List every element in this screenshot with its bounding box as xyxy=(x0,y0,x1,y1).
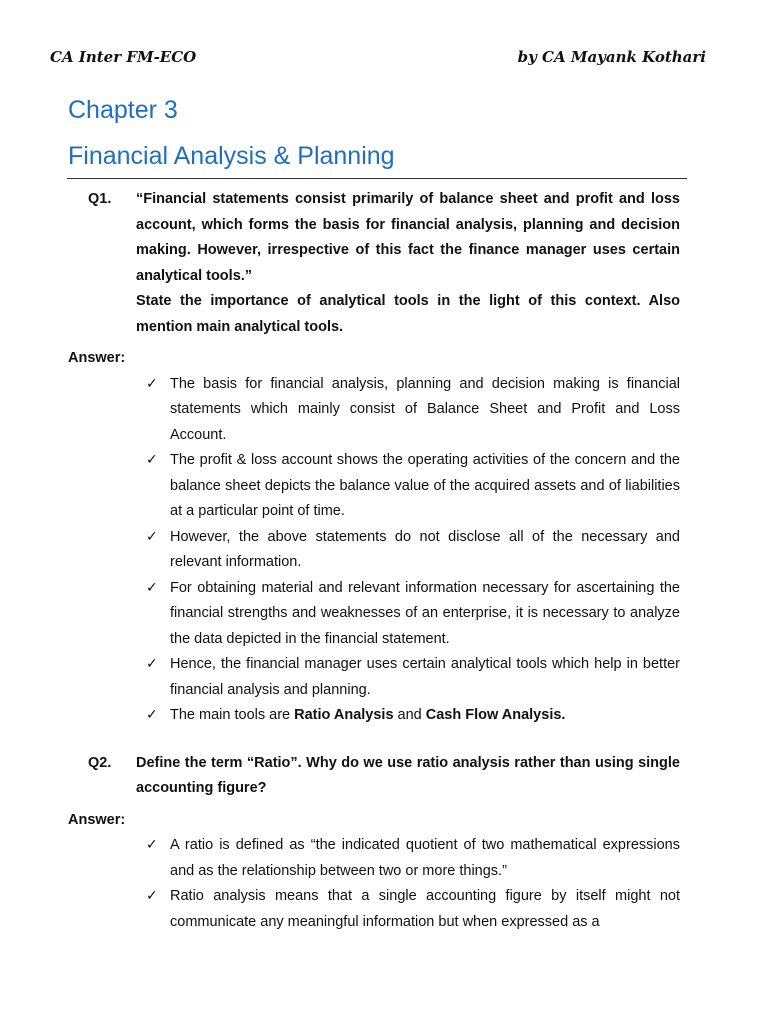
question-paragraph: State the importance of analytical tools in the light of this context. Also mention main analytical tools. xyxy=(136,293,680,335)
answer-label: Answer: xyxy=(68,811,126,828)
question-text xyxy=(136,751,680,802)
tool-ratio-analysis: Ratio Analysis xyxy=(294,707,394,723)
list-item-text: A ratio is defined as “the indicated quotient of two mathematical expressions and as the relationship between two or more things.” xyxy=(170,837,680,879)
document-body xyxy=(68,187,680,935)
checkmark-icon: ✓ xyxy=(146,375,158,392)
header-author: by CA Mayank Kothari xyxy=(517,48,706,66)
question-1 xyxy=(68,187,680,340)
list-item-text: The basis for financial analysis, planning and decision making is financial statements which mainly consist of Balance Sheet and Profit and Loss Account. xyxy=(170,375,680,443)
checkmark-icon: ✓ xyxy=(146,528,158,545)
checkmark-icon: ✓ xyxy=(146,707,158,723)
list-item-text: For obtaining material and relevant information necessary for ascertaining the financial strengths and weaknesses of an enterprise, it is necessary to analyze the data depicted in the financial statement. xyxy=(170,579,680,647)
question-2 xyxy=(68,751,680,802)
list-item-text: The main tools are xyxy=(170,707,295,723)
chapter-subtitle: Financial Analysis & Planning xyxy=(68,142,395,170)
list-item xyxy=(68,833,680,884)
list-item-text: The profit & loss account shows the operating activities of the concern and the balance sheet depicts the balance value of the acquired assets and of liabilities at a particular point of time. xyxy=(170,452,680,519)
header-course-title: CA Inter FM-ECO xyxy=(50,48,197,66)
list-item-text: and xyxy=(393,707,426,723)
list-item xyxy=(68,525,680,576)
checkmark-icon: ✓ xyxy=(146,837,158,853)
list-item xyxy=(68,576,680,653)
question-number: Q1. xyxy=(88,191,112,207)
answer-list xyxy=(68,833,680,935)
tool-cash-flow-analysis: Cash Flow Analysis. xyxy=(425,707,566,723)
question-paragraph: “Financial statements consist primarily of balance sheet and profit and loss account, which forms the basis for financial analysis, planning and decision making. However, irrespective of this fact the finance manager uses certain analytical tools.” xyxy=(136,191,680,284)
checkmark-icon: ✓ xyxy=(146,888,158,904)
question-text xyxy=(136,187,680,340)
checkmark-icon: ✓ xyxy=(146,452,158,468)
list-item-text: Ratio analysis means that a single accounting figure by itself might not communicate any meaningful information but when expressed as a xyxy=(170,888,680,930)
section-spacer xyxy=(68,729,680,751)
answer-label: Answer: xyxy=(68,350,126,366)
checkmark-icon: ✓ xyxy=(146,579,158,596)
list-item xyxy=(68,448,680,525)
chapter-title: Chapter 3 xyxy=(68,96,178,124)
list-item-text: However, the above statements do not disclose all of the necessary and relevant information. xyxy=(170,528,680,570)
list-item xyxy=(68,652,680,703)
list-item-text: Hence, the financial manager uses certain analytical tools which help in better financial analysis and planning. xyxy=(170,656,680,698)
list-item xyxy=(68,703,680,729)
list-item xyxy=(68,884,680,935)
answer-list xyxy=(68,372,680,729)
checkmark-icon: ✓ xyxy=(146,656,158,672)
question-number: Q2. xyxy=(88,754,112,771)
question-paragraph: Define the term “Ratio”. Why do we use ratio analysis rather than using single accounting figure? xyxy=(136,754,680,796)
list-item xyxy=(68,372,680,449)
title-divider xyxy=(67,178,687,179)
